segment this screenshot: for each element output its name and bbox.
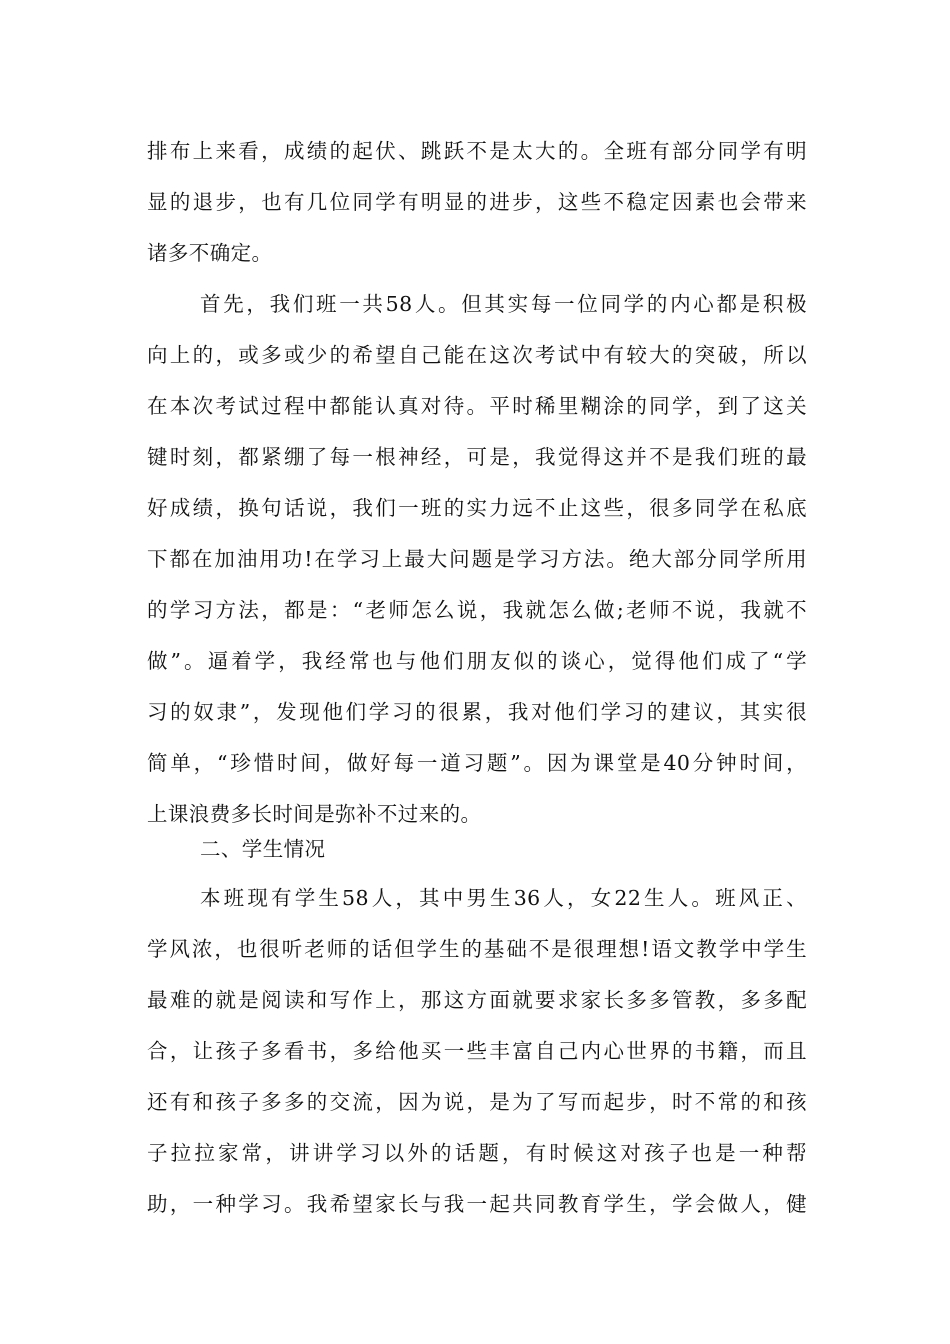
text-line: 下都在加油用功!在学习上最大问题是学习方法。绝大部分同学所用: [147, 547, 807, 571]
text-line: 助，一种学习。我希望家长与我一起共同教育学生，学会做人，健: [147, 1192, 807, 1216]
text-line: 上课浪费多长时间是弥补不过来的。: [147, 802, 482, 826]
text-line: 合，让孩子多看书，多给他买一些丰富自己内心世界的书籍，而且: [147, 1039, 807, 1063]
text-line: 简单，“珍惜时间，做好每一道习题”。因为课堂是40分钟时间，: [147, 751, 807, 775]
text-line: 本班现有学生58人，其中男生36人，女22生人。班风正、: [200, 886, 807, 910]
text-line: 还有和孩子多多的交流，因为说，是为了写而起步，时不常的和孩: [147, 1090, 807, 1114]
text-line: 排布上来看，成绩的起伏、跳跃不是太大的。全班有部分同学有明: [147, 139, 807, 163]
text-line: 做”。逼着学，我经常也与他们朋友似的谈心，觉得他们成了“学: [147, 649, 807, 673]
text-line: 显的退步，也有几位同学有明显的进步，这些不稳定因素也会带来: [147, 190, 807, 214]
text-line: 向上的，或多或少的希望自己能在这次考试中有较大的突破，所以: [147, 343, 807, 367]
text-line: 习的奴隶”，发现他们学习的很累，我对他们学习的建议，其实很: [147, 700, 807, 724]
text-line: 诸多不确定。: [147, 241, 273, 265]
text-line: 学风浓，也很听老师的话但学生的基础不是很理想!语文教学中学生: [147, 937, 807, 961]
text-line: 最难的就是阅读和写作上，那这方面就要求家长多多管教，多多配: [147, 988, 807, 1012]
text-line: 的学习方法，都是：“老师怎么说，我就怎么做;老师不说，我就不: [147, 598, 807, 622]
text-line: 好成绩，换句话说，我们一班的实力远不止这些，很多同学在私底: [147, 496, 807, 520]
text-line: 在本次考试过程中都能认真对待。平时稀里糊涂的同学，到了这关: [147, 394, 807, 418]
text-line: 键时刻，都紧绷了每一根神经，可是，我觉得这并不是我们班的最: [147, 445, 807, 469]
section-heading: 二、学生情况: [200, 837, 326, 861]
text-line: 首先，我们班一共58人。但其实每一位同学的内心都是积极: [200, 292, 807, 316]
text-line: 子拉拉家常，讲讲学习以外的话题，有时候这对孩子也是一种帮: [147, 1141, 807, 1165]
